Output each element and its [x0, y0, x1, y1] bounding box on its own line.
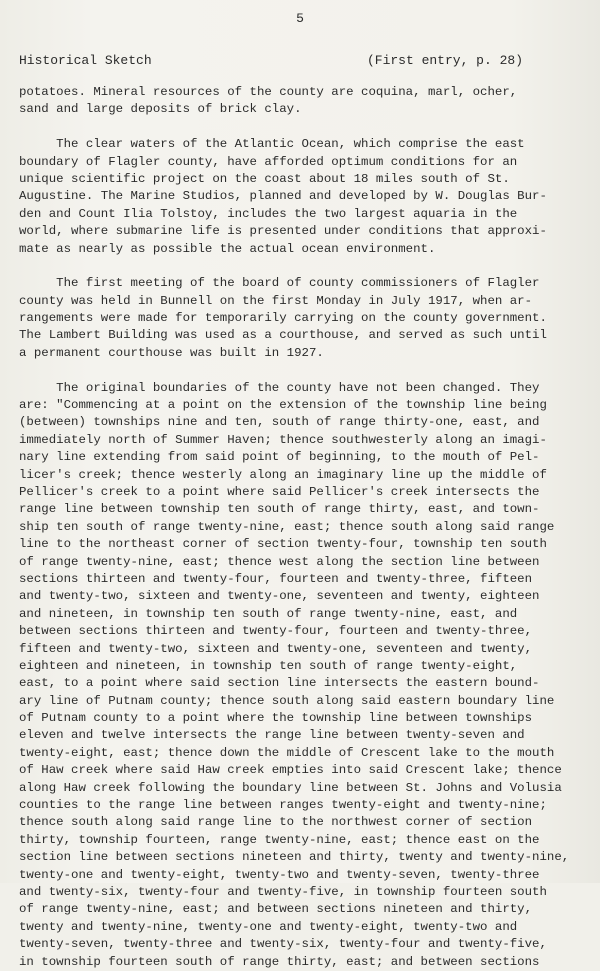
text-line: and twenty-two, sixteen and twenty-one, seventeen and twenty, eighteen	[19, 589, 540, 604]
text-line: sand and large deposits of brick clay.	[19, 102, 302, 117]
text-line: unique scientific project on the coast about 18 miles south of St.	[19, 171, 510, 186]
paragraph-gap	[19, 258, 579, 275]
paragraph	[19, 380, 579, 971]
text-line: mate as nearly as possible the actual ocean environment.	[19, 241, 436, 256]
text-line: thirty, township fourteen, range twenty-nine, east; thence east on the	[19, 832, 540, 847]
text-line: range line between township ten south of range thirty, east, and town-	[19, 502, 540, 517]
text-line: eighteen and nineteen, in township ten south of range twenty-eight,	[19, 658, 518, 673]
text-line: thence south along said range line to the northwest corner of section	[19, 815, 533, 830]
text-line: of range twenty-nine, east; thence west along the section line between	[19, 554, 540, 569]
text-line: sections thirteen and twenty-four, fourteen and twenty-three, fifteen	[19, 571, 533, 586]
text-line: potatoes. Mineral resources of the county are coquina, marl, ocher,	[19, 85, 518, 99]
text-line: section line between sections nineteen and thirty, twenty and twenty-nine,	[19, 850, 570, 865]
text-line: Pellicer's creek to a point where said Pellicer's creek intersects the	[19, 484, 540, 499]
text-line: The original boundaries of the county have not been changed. They	[19, 380, 540, 395]
text-line: twenty-one and twenty-eight, twenty-two and twenty-seven, twenty-three	[19, 867, 540, 882]
paragraph	[19, 84, 579, 119]
text-line: in township fourteen south of range thirty, east; and between sections	[19, 954, 540, 969]
text-line: twenty and twenty-nine, twenty-one and twenty-eight, twenty-two and	[19, 919, 518, 934]
text-line: of Haw creek where said Haw creek empties into said Crescent lake; thence	[19, 763, 562, 778]
text-line: world, where submarine life is presented under conditions that approxi-	[19, 224, 547, 239]
text-line: The Lambert Building was used as a courthouse, and served as such until	[19, 328, 547, 343]
text-line: The clear waters of the Atlantic Ocean, which comprise the east	[19, 137, 525, 152]
text-line: a permanent courthouse was built in 1927.	[19, 345, 324, 360]
section-title: Historical Sketch	[19, 53, 152, 68]
paragraph	[19, 136, 579, 258]
text-line: licer's creek; thence westerly along an imaginary line up the middle of	[19, 467, 547, 482]
page-number: 5	[296, 11, 304, 26]
text-line: nary line extending from said point of beginning, to the mouth of Pel-	[19, 450, 540, 465]
text-line: immediately north of Summer Haven; thence southwesterly along an imagi-	[19, 432, 547, 447]
text-line: boundary of Flagler county, have afforded optimum conditions for an	[19, 154, 518, 169]
paragraph	[19, 275, 579, 362]
text-line: eleven and twelve intersects the range line between twenty-seven and	[19, 728, 525, 743]
paragraph-gap	[19, 119, 579, 136]
text-line: Augustine. The Marine Studios, planned and developed by W. Douglas Bur-	[19, 189, 547, 204]
text-line: rangements were made for temporarily carrying on the county government.	[19, 311, 547, 326]
text-line: along Haw creek following the boundary line between St. Johns and Volusia	[19, 780, 562, 795]
text-line: line to the northeast corner of section twenty-four, township ten south	[19, 537, 547, 552]
text-line: twenty-seven, twenty-three and twenty-six, twenty-four and twenty-five,	[19, 937, 547, 952]
text-line: of range twenty-nine, east; and between sections nineteen and thirty,	[19, 902, 533, 917]
text-line: counties to the range line between ranges twenty-eight and twenty-nine;	[19, 798, 547, 813]
text-line: and twenty-six, twenty-four and twenty-five, in township fourteen south	[19, 884, 547, 899]
text-line: twenty-eight, east; thence down the middle of Crescent lake to the mouth	[19, 745, 555, 760]
text-line: ship ten south of range twenty-nine, east; thence south along said range	[19, 519, 555, 534]
text-line: fifteen and twenty-two, sixteen and twenty-one, seventeen and twenty,	[19, 641, 533, 656]
text-line: The first meeting of the board of county commissioners of Flagler	[19, 276, 540, 291]
text-line: east, to a point where said section line intersects the eastern bound-	[19, 676, 540, 691]
text-line: of Putnam county to a point where the township line between townships	[19, 711, 533, 726]
text-line: and nineteen, in township ten south of range twenty-nine, east, and	[19, 606, 518, 621]
text-line: county was held in Bunnell on the first Monday in July 1917, when ar-	[19, 293, 533, 308]
entry-reference: (First entry, p. 28)	[366, 53, 523, 68]
text-line: den and Count Ilia Tolstoy, includes the two largest aquaria in the	[19, 206, 518, 221]
text-line: ary line of Putnam county; thence south along said eastern boundary line	[19, 693, 555, 708]
body-text	[19, 84, 579, 971]
text-line: (between) townships nine and ten, south of range thirty-one, east, and	[19, 415, 540, 430]
text-line: between sections thirteen and twenty-four, fourteen and twenty-three,	[19, 624, 533, 639]
paragraph-gap	[19, 362, 579, 379]
text-line: are: "Commencing at a point on the extension of the township line being	[19, 398, 547, 413]
